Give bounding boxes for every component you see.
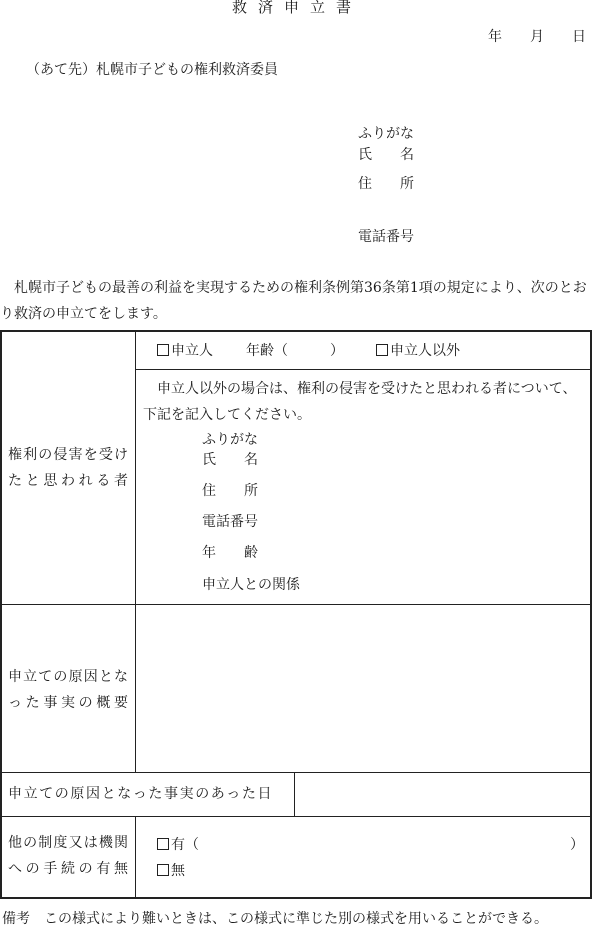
request-table bbox=[0, 330, 592, 899]
other-procedure-label: 他の制度又は機関への手続の有無 bbox=[8, 835, 128, 877]
option-other-label: 申立人以外 bbox=[390, 343, 460, 359]
row1-bottom bbox=[2, 604, 592, 605]
option-applicant-label: 申立人 bbox=[171, 343, 213, 359]
option-other[interactable] bbox=[376, 344, 460, 358]
facts-date-field[interactable] bbox=[300, 778, 588, 812]
col-divider-top bbox=[135, 332, 136, 772]
victim-phone-label[interactable]: 電話番号 bbox=[202, 514, 258, 530]
facts-summary-field[interactable] bbox=[142, 612, 587, 767]
applicant-name-label: 氏 名 bbox=[358, 147, 414, 163]
age-field[interactable]: 年齢（ ） bbox=[246, 343, 344, 359]
option-applicant[interactable] bbox=[157, 344, 213, 358]
facts-summary-label: 申立ての原因となった事実の概要 bbox=[8, 669, 128, 711]
row3-bottom bbox=[2, 816, 592, 817]
victim-relation-label[interactable]: 申立人との関係 bbox=[202, 577, 300, 593]
applicant-address-label: 住 所 bbox=[358, 176, 414, 192]
form-title: 救済申立書 bbox=[231, 0, 362, 16]
option-yes-label: 有（ bbox=[171, 837, 199, 853]
victim-address-label[interactable]: 住 所 bbox=[202, 483, 258, 499]
victim-name-label[interactable]: 氏 名 bbox=[202, 452, 258, 468]
request-statement: 札幌市子どもの最善の利益を実現するための権利条例第36条第1項の規定により、次のとおり救済の申立てをします。 bbox=[0, 280, 587, 322]
victim-age-label[interactable]: 年 齢 bbox=[202, 545, 258, 561]
col-divider-bottom bbox=[135, 816, 136, 899]
row3-divider bbox=[294, 772, 295, 816]
date-field: 年 月 日 bbox=[488, 29, 586, 45]
option-no[interactable] bbox=[157, 864, 185, 878]
applicant-checkbox[interactable] bbox=[157, 344, 169, 356]
addressee: （あて先）札幌市子どもの権利救済委員 bbox=[26, 62, 278, 78]
other-checkbox[interactable] bbox=[376, 344, 388, 356]
option-no-label: 無 bbox=[171, 863, 185, 879]
victim-furigana-label: ふりがな bbox=[202, 432, 258, 448]
option-yes-close: ） bbox=[570, 837, 584, 853]
option-yes[interactable] bbox=[157, 838, 199, 852]
remarks-note: 備考 この様式により難いときは、この様式に準じた別の様式を用いることができる。 bbox=[2, 911, 548, 927]
yes-checkbox[interactable] bbox=[157, 838, 169, 850]
row1-inner-divider bbox=[135, 369, 592, 370]
no-checkbox[interactable] bbox=[157, 864, 169, 876]
applicant-phone-label: 電話番号 bbox=[358, 229, 414, 245]
victim-instruction: 申立人以外の場合は、権利の侵害を受けたと思われる者について、下記を記入してください。 bbox=[143, 381, 577, 423]
row2-bottom bbox=[2, 772, 592, 773]
facts-date-label: 申立ての原因となった事実のあった日 bbox=[8, 786, 274, 802]
victim-label: 権利の侵害を受けたと思われる者 bbox=[8, 447, 128, 489]
applicant-furigana-label: ふりがな bbox=[358, 126, 414, 142]
